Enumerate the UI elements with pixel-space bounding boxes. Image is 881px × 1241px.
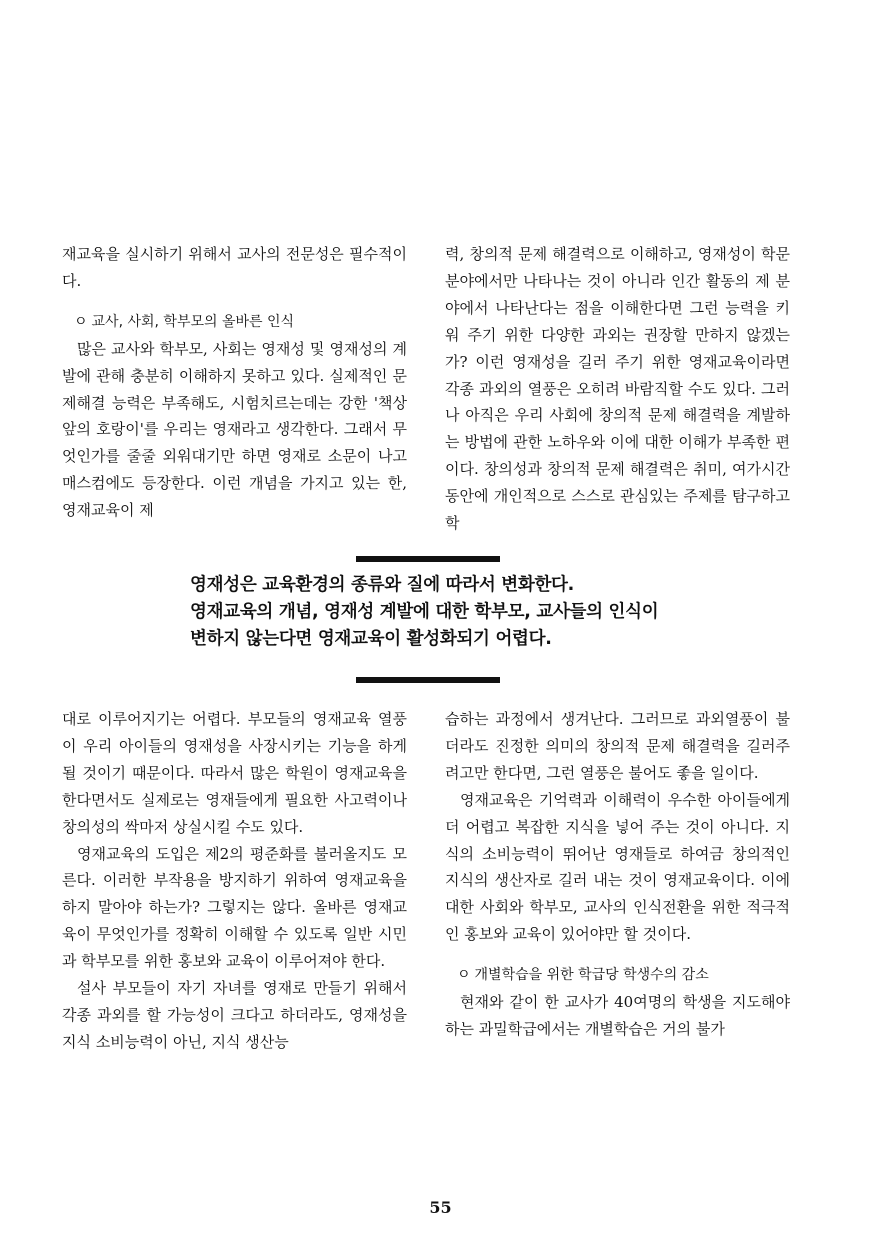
pull-quote — [190, 572, 710, 653]
heading-bullet: ㅇ — [457, 967, 471, 984]
section-heading — [62, 309, 407, 336]
paragraph: 많은 교사와 학부모, 사회는 영재성 및 영재성의 계발에 관해 충분히 이해하지 못하고 있다. 실제적인 문제해결 능력은 부족해도, 시험치르는데는 강한 '책상 앞의 호랑이'를 우리는 영재라고 생각한다. 그래서 무엇인가를 줄줄 외워대기만 하면 영재로 소문이 나고 매스컴에도 등장한다. 이런 개념을 가지고 있는 한, 영재교육이 제 — [62, 339, 407, 520]
heading-bullet: ㅇ — [74, 313, 88, 330]
paragraph: 대로 이루어지기는 어렵다. 부모들의 영재교육 열풍이 우리 아이들의 영재성을 사장시키는 기능을 하게 될 것이기 때문이다. 따라서 많은 학원이 영재교육을 한다면서도 실제로는 영재들에게 필요한 사고력이나 창의성의 싹마저 상실시킬 수도 있다. — [62, 710, 407, 836]
top-left-column — [62, 241, 407, 524]
bottom-left-column — [62, 706, 407, 1056]
section-heading-text: 교사, 사회, 학부모의 올바른 인식 — [91, 313, 295, 330]
pull-quote-bottom-rule — [356, 677, 500, 683]
section-heading-text: 개별학습을 위한 학급당 학생수의 감소 — [474, 967, 709, 984]
section-heading — [445, 962, 790, 989]
paragraph: 영재교육은 기억력과 이해력이 우수한 아이들에게 더 어렵고 복잡한 지식을 넣어 주는 것이 아니다. 지식의 소비능력이 뛰어난 영재들로 하여금 창의적인 지식의 생산자로 길러 내는 것이 영재교육이다. 이에 대한 사회와 학부모, 교사의 인식전환을 위한 적극적인 홍보와 교육이 있어야만 할 것이다. — [445, 790, 790, 944]
paragraph: 영재교육의 도입은 제2의 평준화를 불러올지도 모른다. 이러한 부작용을 방지하기 위하여 영재교육을 하지 말아야 하는가? 그렇지는 않다. 올바른 영재교육이 무엇인가를 정확히 이해할 수 있도록 일반 시민과 학부모를 위한 홍보와 교육이 이루어져야 한다. — [62, 844, 407, 971]
paragraph: 재교육을 실시하기 위해서 교사의 전문성은 필수적이다. — [62, 245, 407, 290]
pull-quote-line: 변하지 않는다면 영재교육이 활성화되기 어렵다. — [190, 629, 552, 649]
paragraph: 설사 부모들이 자기 자녀를 영재로 만들기 위해서 각종 과외를 할 가능성이 크다고 하더라도, 영재성을 지식 소비능력이 아닌, 지식 생산능 — [62, 979, 407, 1051]
pull-quote-top-rule — [356, 556, 500, 562]
paragraph: 현재와 같이 한 교사가 40여명의 학생을 지도해야 하는 과밀학급에서는 개별학습은 거의 불가 — [445, 993, 790, 1038]
top-right-column — [445, 241, 790, 537]
page-number: 55 — [429, 1198, 452, 1217]
pull-quote-line: 영재교육의 개념, 영재성 계발에 대한 학부모, 교사들의 인식이 — [190, 602, 659, 622]
paragraph: 습하는 과정에서 생겨난다. 그러므로 과외열풍이 불더라도 진정한 의미의 창의적 문제 해결력을 길러주려고만 한다면, 그런 열풍은 불어도 좋을 일이다. — [445, 710, 790, 782]
pull-quote-line: 영재성은 교육환경의 종류와 질에 따라서 변화한다. — [190, 575, 575, 595]
paragraph: 력, 창의적 문제 해결력으로 이해하고, 영재성이 학문분야에서만 나타나는 것이 아니라 인간 활동의 제 분야에서 나타난다는 점을 이해한다면 그런 능력을 키워 주기 위한 다양한 과외는 권장할 만하지 않겠는가? 이런 영재성을 길러 주기 위한 영재교육이라면 각종 과외의 열풍은 오히려 바람직할 수도 있다. 그러나 아직은 우리 사회에 창의적 문제 해결력을 계발하는 방법에 관한 노하우와 이에 대한 이해가 부족한 편이다. 창의성과 창의적 문제 해결력은 취미, 여가시간 동안에 개인적으로 스스로 관심있는 주제를 탐구하고 학 — [445, 245, 790, 533]
bottom-right-column — [445, 706, 790, 1043]
